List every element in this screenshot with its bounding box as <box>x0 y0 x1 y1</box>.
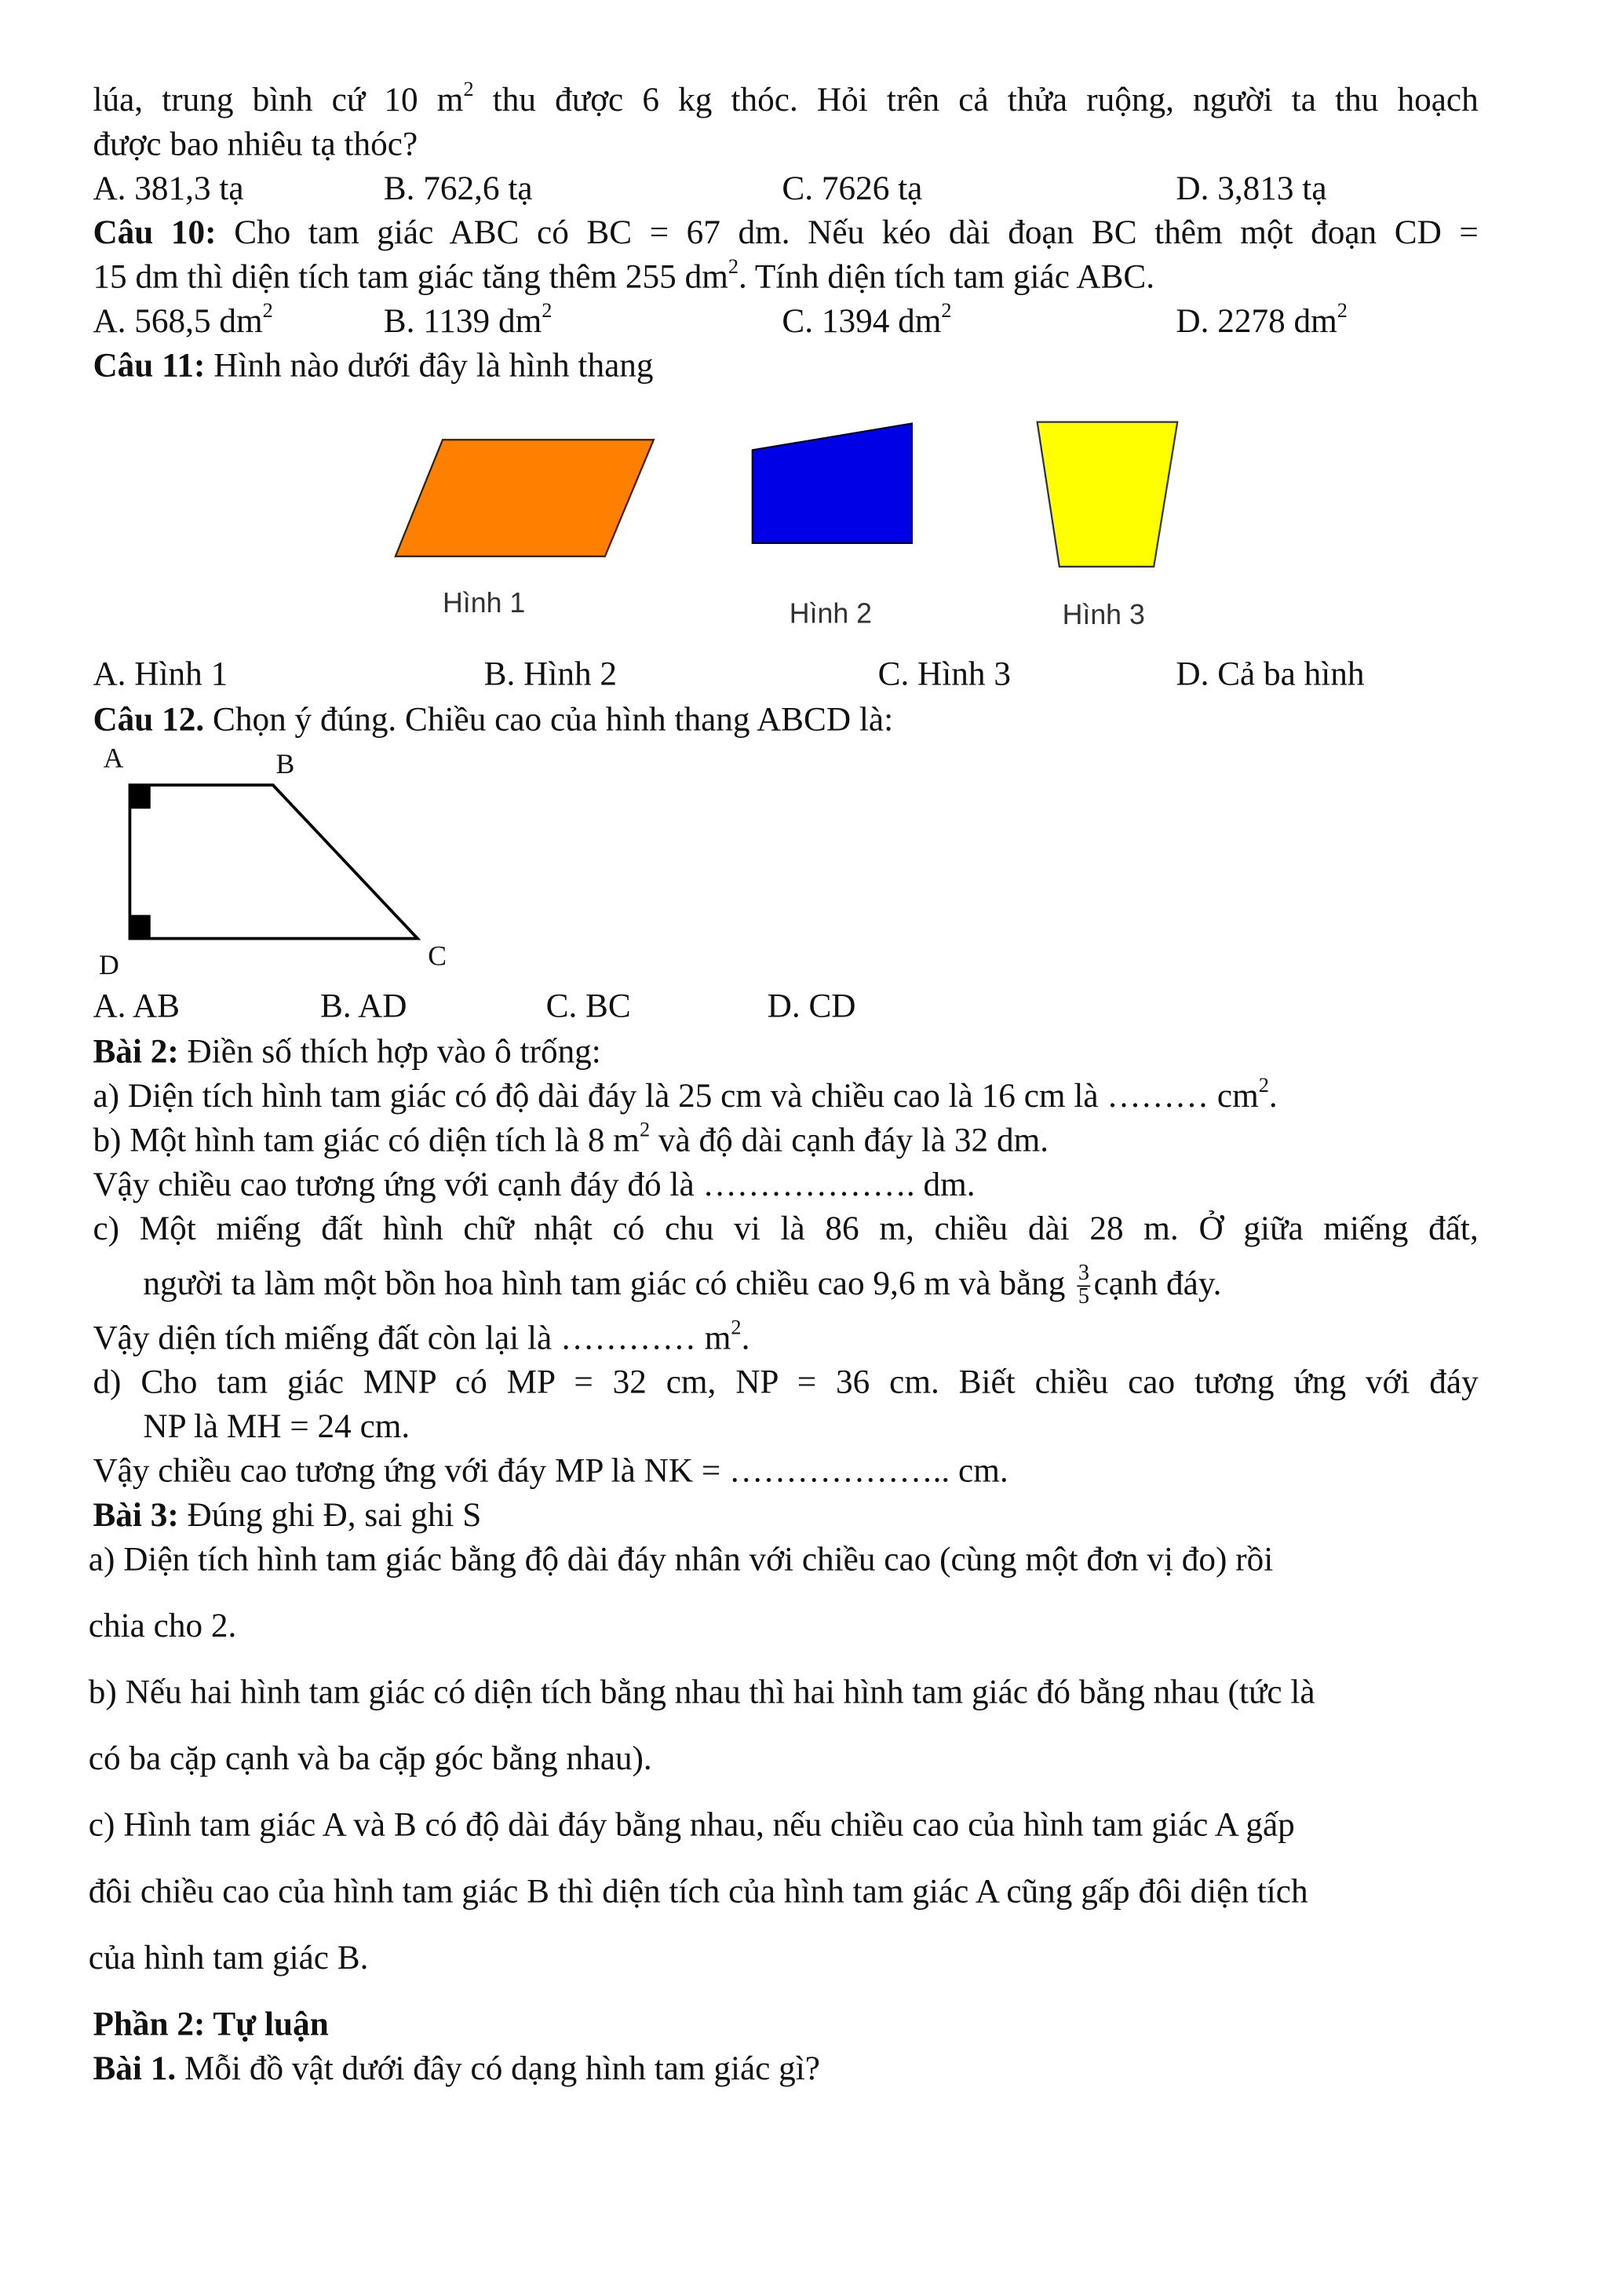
q11-question: Câu 11: Hình nào dưới đây là hình thang <box>93 346 654 384</box>
q12-option-c: C. BC <box>545 987 631 1024</box>
bai2-d3: Vậy chiều cao tương ứng với đáy MP là NK = ……………….. cm. <box>93 1451 1008 1489</box>
bai3-line: b) Nếu hai hình tam giác có diện tích bằng nhau thì hai hình tam giác đó bằng nhau (tức là <box>88 1673 1315 1710</box>
q10-option-b: B. 1139 $dm^2$ <box>383 301 553 340</box>
q9-option-a: A. 381,3 tạ <box>93 170 244 207</box>
q10-option-c: C. 1394 $dm^2$ <box>782 301 952 340</box>
fraction: $\frac{3}{5}$ <box>1078 1261 1089 1309</box>
bai2-heading: Bài 2: Điền số thích hợp vào ô trống: <box>93 1033 601 1070</box>
figure-label-2: Hình 2 <box>789 599 873 630</box>
point-b-label: B <box>275 750 295 781</box>
bai2-c3: Vậy diện tích miếng đất còn lại là ………… $m^2$. <box>93 1317 750 1356</box>
bai3-line: c) Hình tam giác A và B có độ dài đáy bằng nhau, nếu chiều cao của hình tam giác A gấp <box>88 1806 1295 1844</box>
shape-trapezoid <box>1038 422 1178 567</box>
q10-option-d: D. 2278 $dm^2$ <box>1176 301 1348 340</box>
bai2-c2: người ta làm một bồn hoa hình tam giác có chiều cao 9,6 m và bằng $\frac{3}{5}$ cạnh đáy. <box>143 1261 1222 1309</box>
q10-line1: Câu 10: Cho tam giác ABC có BC = 67 dm. Nếu kéo dài đoạn BC thêm một đoạn CD = <box>93 214 1479 251</box>
q10-option-a: A. 568,5 $dm^2$ <box>93 301 273 340</box>
q9-line2: được bao nhiêu tạ thóc? <box>93 125 418 162</box>
bai2-c1: c) Một miếng đất hình chữ nhật có chu vi là 86 m, chiều dài 28 m. Ở giữa miếng đất, <box>93 1210 1479 1247</box>
trapezoid-abcd <box>129 785 418 939</box>
bai3-line: a) Diện tích hình tam giác bằng độ dài đáy nhân với chiều cao (cùng một đơn vị đo) rồi <box>88 1540 1274 1578</box>
figures <box>0 0 1623 1033</box>
point-c-label: C <box>428 941 447 973</box>
right-angle-mark-d <box>129 915 150 939</box>
q12-question: Câu 12. Chọn ý đúng. Chiều cao của hình thang ABCD là: <box>93 701 894 738</box>
q11-option-a: A. Hình 1 <box>93 655 228 692</box>
right-angle-mark-a <box>129 785 150 809</box>
bai2-b2: Vậy chiều cao tương ứng với cạnh đáy đó là ………………. dm. <box>93 1166 976 1203</box>
bai2-d2: NP là MH = 24 cm. <box>143 1407 410 1445</box>
bai3-line: chia cho 2. <box>88 1607 237 1644</box>
shape-parallelogram <box>396 440 654 557</box>
bai2-d1: d) Cho tam giác MNP có MP = 32 cm, NP = 36 cm. Biết chiều cao tương ứng với đáy <box>93 1363 1479 1401</box>
q12-option-b: B. AD <box>319 987 407 1024</box>
bai3-line: đôi chiều cao của hình tam giác B thì diện tích của hình tam giác A cũng gấp đôi diện tích <box>88 1872 1308 1910</box>
part2-title: Phần 2: Tự luận <box>93 2005 329 2042</box>
bai3-line: có ba cặp cạnh và ba cặp góc bằng nhau). <box>88 1739 652 1777</box>
figure-label-3: Hình 3 <box>1062 600 1145 632</box>
q11-option-b: B. Hình 2 <box>483 655 618 692</box>
bai2-b1: b) Một hình tam giác có diện tích là 8 $m^2$ và độ dài cạnh đáy là 32 dm. <box>93 1119 1049 1159</box>
bai3-heading: Bài 3: Đúng ghi Đ, sai ghi S <box>93 1496 482 1534</box>
bai2-a: a) Diện tích hình tam giác có độ dài đáy là 25 cm và chiều cao là 16 cm là ……… $cm^2$. <box>93 1075 1278 1115</box>
q12-option-a: A. AB <box>93 987 180 1024</box>
figure-label-1: Hình 1 <box>443 589 526 620</box>
q11-option-c: C. Hình 3 <box>877 655 1011 692</box>
q9-line1: lúa, trung bình cứ 10 $m^2$ thu được 6 kg thóc. Hỏi trên cả thửa ruộng, người ta thu hoạch <box>93 79 1479 119</box>
q9-option-c: C. 7626 tạ <box>782 170 923 207</box>
point-a-label: A <box>103 743 124 775</box>
q9-option-d: D. 3,813 tạ <box>1176 170 1327 207</box>
q11-option-d: D. Cả ba hình <box>1176 655 1365 692</box>
shape-quadrilateral <box>753 424 912 543</box>
bai3-line: của hình tam giác B. <box>88 1939 369 1977</box>
q9-option-b: B. 762,6 tạ <box>383 170 533 207</box>
part2-bai1: Bài 1. Mỗi đồ vật dưới đây có dạng hình tam giác gì? <box>93 2050 821 2087</box>
q12-option-d: D. CD <box>767 987 856 1024</box>
point-d-label: D <box>98 950 119 982</box>
q10-line2: 15 dm thì diện tích tam giác tăng thêm 255 $dm^2$. Tính diện tích tam giác ABC. <box>93 257 1155 295</box>
